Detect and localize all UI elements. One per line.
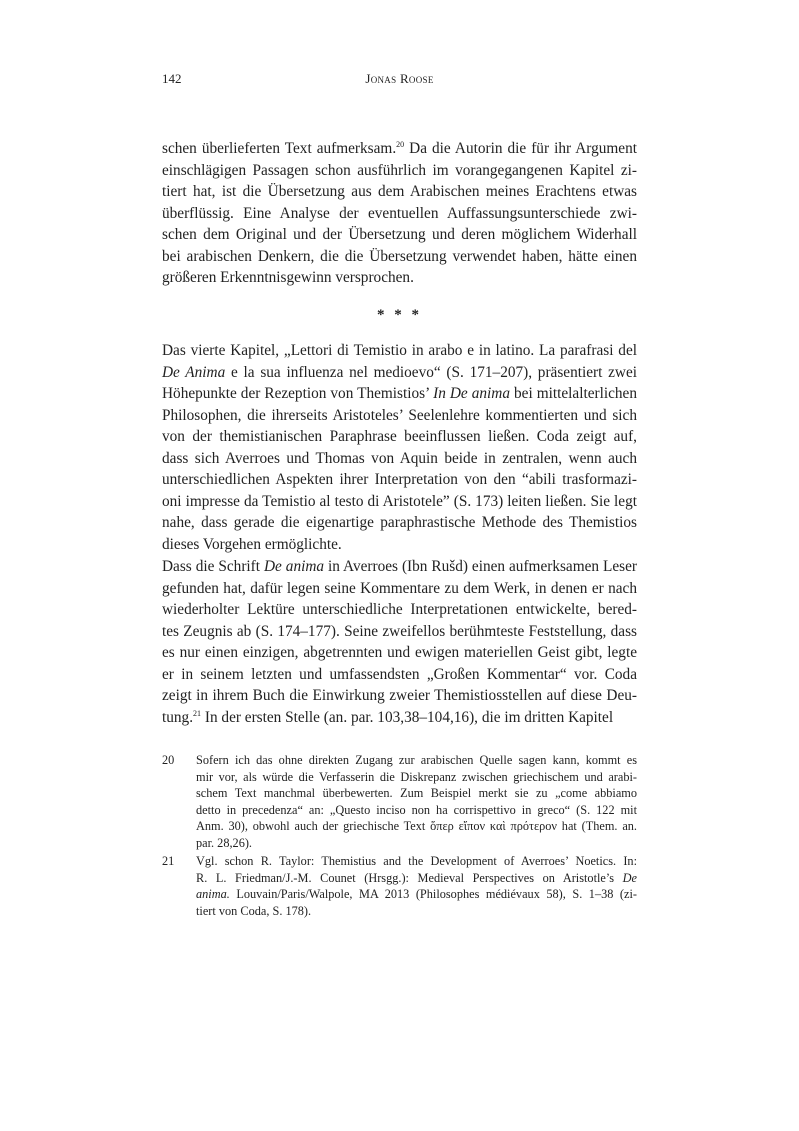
text: R. L. Friedman/J.-M. Counet (Hrsgg.): Medieval Perspectives on Aristotle’s — [196, 870, 623, 885]
text-line — [196, 835, 637, 852]
footnote — [162, 853, 637, 919]
italic-text: anima. — [196, 887, 230, 902]
paragraph — [162, 340, 637, 555]
text: einschlägigen Passagen schon ausführlich im vorangegangenen Kapitel zi- — [162, 161, 637, 179]
text-line — [162, 246, 637, 268]
text: Anm. 30), obwohl auch der griechische Text ὅπερ εἴπον καὶ πρότερον hat (Them. an. — [196, 819, 637, 834]
text: mir vor, als würde die Verfasserin die Diskrepanz zwischen griechischem und arabi- — [196, 769, 637, 784]
text: größeren Erkenntnisgewinn versprochen. — [162, 269, 414, 286]
text-line — [162, 707, 637, 729]
paragraph — [162, 138, 637, 289]
text-line — [162, 181, 637, 203]
text: zeigt in ihrem Buch die Einwirkung zweier Themistiosstellen auf diese Deu- — [162, 687, 637, 704]
text-line — [162, 203, 637, 225]
text: in Averroes (Ibn Rušd) einen aufmerksamen Leser — [324, 558, 638, 575]
text: e la sua influenza nel medioevo“ (S. 171–207), präsentiert zwei — [225, 363, 637, 381]
text: schen überlieferten Text aufmerksam. — [162, 140, 397, 157]
text: überflüssig. Eine Analyse der eventuellen Auffassungsunterschiede zwi- — [162, 204, 637, 222]
footnote-number: 21 — [162, 854, 175, 868]
text-line — [162, 556, 637, 578]
text: es nur einen einzigen, abgetrennten und ewigen materiellen Geist gibt, legte — [162, 644, 637, 661]
text: bei arabischen Denkern, die die Übersetzung verwendet haben, hätte einen — [162, 247, 637, 265]
text: Höhepunkte der Rezeption von Themistios’ — [162, 385, 434, 402]
text: Vgl. schon R. Taylor: Themistius and the Development of Averroes’ Noetics. In: — [196, 854, 637, 868]
text-line — [162, 138, 637, 160]
italic-text: De Anima — [162, 363, 226, 381]
text: tiert von Coda, S. 178). — [196, 903, 312, 918]
text-line — [162, 224, 637, 246]
text: Louvain/Paris/Walpole, MA 2013 (Philosophes médiévaux 58), S. 1–38 (zi- — [229, 887, 637, 902]
text: In der ersten Stelle (an. par. 103,38–104,16), die im dritten Kapitel — [201, 708, 614, 726]
footnote-text — [196, 853, 637, 919]
text: Philosophen, die ihrerseits Aristoteles’ Seelenlehre kommentierten und sich — [162, 406, 637, 424]
page-number: 142 — [162, 71, 182, 86]
text: von der themistianischen Paraphrase beeinflussen ließen. Coda zeigt auf, — [162, 428, 637, 445]
text-line — [162, 469, 637, 491]
section-separator: * * * — [377, 307, 422, 323]
paragraph — [162, 556, 637, 728]
text-line — [162, 685, 637, 707]
text-line — [196, 853, 637, 870]
text-line — [162, 267, 637, 289]
italic-text: De — [622, 870, 637, 885]
text: dieses Vorgehen ermöglichte. — [162, 535, 342, 553]
text-line — [162, 405, 637, 427]
text-line — [162, 448, 637, 470]
text-line — [162, 534, 637, 556]
text-line — [196, 886, 637, 903]
text: wiederholter Lektüre unterschiedliche Interpretationen entwickelte, bered- — [162, 601, 637, 618]
text-line — [162, 362, 637, 384]
text-line — [162, 340, 637, 362]
text-line — [196, 769, 637, 786]
text-line — [196, 903, 637, 920]
footnote-ref[interactable]: 21 — [193, 708, 202, 718]
text-line — [196, 785, 637, 802]
italic-text: In De anima — [433, 385, 510, 402]
text: Dass die Schrift — [162, 558, 264, 575]
text: oni impresse da Temistio al testo di Aristotele” (S. 173) leiten ließen. Sie legt — [162, 492, 637, 510]
text: schen dem Original und der Übersetzung und deren möglichem Widerhall — [162, 226, 637, 243]
text-line — [162, 599, 637, 621]
text-line — [196, 802, 637, 819]
text: Das vierte Kapitel, „Lettori di Temistio in arabo e in latino. La parafrasi del — [162, 342, 637, 359]
text: bei mittelalterlichen — [509, 385, 637, 402]
text: nahe, dass gerade die eigenartige paraphrastische Methode des Themistios — [162, 514, 637, 531]
running-head: Jonas Roose — [365, 71, 434, 86]
footnote-number: 20 — [162, 753, 175, 767]
text: schem Text manchmal überbewerten. Zum Beispiel merkt sie zu „come abbiamo — [196, 786, 637, 801]
text: detto in precedenza“ an: „Questo inciso non ha corrispettivo in greco“ (S. 122 mit — [196, 802, 637, 817]
italic-text: De anima — [263, 558, 325, 575]
text-line — [196, 752, 637, 769]
text-line — [162, 642, 637, 664]
text: er in seinem letzten und umfassendsten „Großen Kommentar“ vor. Coda — [162, 665, 637, 683]
text: tiert hat, ist die Übersetzung aus dem Arabischen meines Erachtens etwas — [162, 183, 637, 200]
text-line — [162, 664, 637, 686]
text-line — [162, 578, 637, 600]
text-line — [196, 870, 637, 887]
text-line — [196, 818, 637, 835]
text-line — [162, 491, 637, 513]
footnote-ref[interactable]: 20 — [396, 140, 405, 149]
text: unterschiedlichen Aspekten ihrer Interpretation von den “abili trasformazi- — [162, 471, 637, 488]
footnote — [162, 752, 637, 852]
text-line — [162, 383, 637, 405]
text: dass sich Averroes und Thomas von Aquin beide in zentralen, wenn auch — [162, 449, 637, 467]
text-line — [162, 160, 637, 182]
footnote-text — [196, 752, 637, 852]
text: tung. — [162, 708, 194, 726]
text-line — [162, 426, 637, 448]
text-line — [162, 621, 637, 643]
text: par. 28,26). — [196, 835, 253, 850]
text: Sofern ich das ohne direkten Zugang zur arabischen Quelle sagen kann, kommt es — [196, 753, 637, 767]
text: Da die Autorin die für ihr Argument — [404, 140, 637, 157]
text-line — [162, 512, 637, 534]
text: gefunden hat, dafür legen seine Kommentare zu dem Werk, in denen er nach — [162, 579, 637, 597]
text: tes Zeugnis ab (S. 174–177). Seine zweifellos berühmteste Feststellung, dass — [162, 622, 637, 640]
